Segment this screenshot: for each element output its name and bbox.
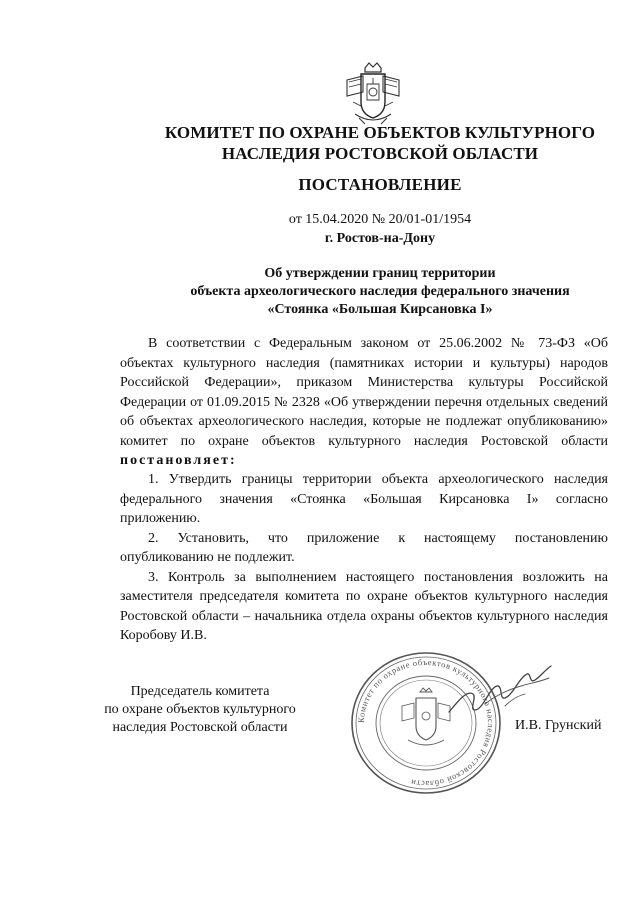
coat-of-arms-icon [341,62,405,128]
document-subject [120,265,640,319]
document-type: ПОСТАНОВЛЕНИЕ [298,175,462,194]
signer-position [70,683,330,737]
resolution-item-1: 1. Утвердить границы территории объекта археологического наследия федерального значения «Стоянка «Большая Кирсановка I» согласно приложению. [120,472,608,526]
signer-title-line3: наследия Ростовской области [112,720,288,735]
org-title-line2: НАСЛЕДИЯ РОСТОВСКОЙ ОБЛАСТИ [221,144,539,163]
signer-name: И.В. Грунский [515,718,602,733]
preamble-text: В соответствии с Федеральным законом от 25.06.2002 № 73-ФЗ «Об объектах культурного наследия (памятниках истории и культуры) народов Российской Федерации», приказом Министерства культуры Российской Федерации от 01.09.2015 № 2328 «Об утверждении перечня отдельных сведений об объектах археологического наследия, которые не подлежат опубликованию» комитет по охране объектов культурного наследия Ростовской области [120,336,608,449]
subject-line3: «Стоянка «Большая Кирсановка I» [267,302,493,317]
decree-word: постановляет: [120,453,237,468]
seal-ring-text: Комитет по охране объектов культурного наследия Ростовской области [355,656,497,790]
subject-line2: объекта археологического наследия федерального значения [190,284,570,299]
subject-line1: Об утверждении границ территории [264,266,496,281]
document-city: г. Ростов-на-Дону [324,231,436,246]
organization-title [120,122,640,164]
resolution-item-3: 3. Контроль за выполнением настоящего постановления возложить на заместителя председателя комитета по охране объектов культурного наследия Ростовской области – начальника отдела охраны объектов культурного наследия Коробову И.В. [120,569,608,643]
document-date-number: от 15.04.2020 № 20/01-01/1954 [288,212,472,227]
preamble-paragraph [120,334,608,471]
resolution-items [120,470,608,646]
signer-title-line1: Председатель комитета [130,684,270,699]
signer-title-line2: по охране объектов культурного [104,702,296,717]
org-title-line1: КОМИТЕТ ПО ОХРАНЕ ОБЪЕКТОВ КУЛЬТУРНОГО [164,123,596,142]
resolution-item-2: 2. Установить, что приложение к настоящему постановлению опубликованию не подлежит. [120,530,608,565]
